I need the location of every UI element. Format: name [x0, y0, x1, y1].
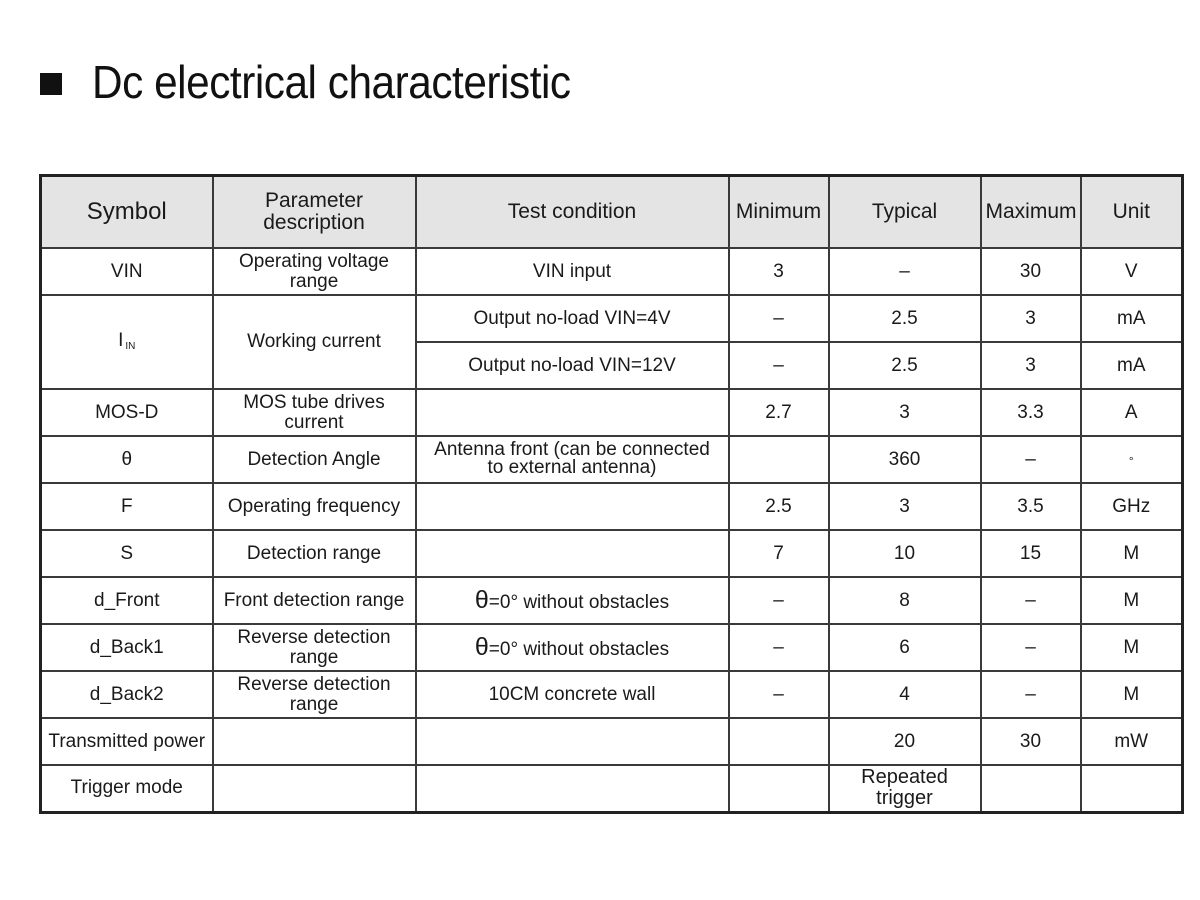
table-row	[41, 436, 1183, 483]
cell-maximum: 3.5	[981, 483, 1081, 530]
column-header-maximum: Maximum	[981, 176, 1081, 249]
cell-parameter: Reverse detection range	[213, 671, 416, 718]
square-bullet-icon	[40, 73, 62, 95]
condition-text: =0° without obstacles	[488, 592, 670, 614]
cell-minimum	[729, 436, 829, 483]
table-row	[41, 295, 1183, 342]
cell-parameter	[213, 765, 416, 812]
cell-symbol: VIN	[41, 248, 213, 295]
cell-minimum: –	[729, 671, 829, 718]
cell-minimum: 2.5	[729, 483, 829, 530]
cell-symbol: d_Back1	[41, 624, 213, 671]
cell-unit: M	[1081, 624, 1183, 671]
condition-text: =0° without obstacles	[488, 639, 670, 661]
cell-parameter: Operating voltage range	[213, 248, 416, 295]
table-row	[41, 483, 1183, 530]
table-row	[41, 577, 1183, 624]
cell-typical: 2.5	[829, 295, 981, 342]
table-row	[41, 718, 1183, 765]
table-row	[41, 765, 1183, 812]
cell-condition: Output no-load VIN=4V	[416, 295, 729, 342]
cell-typical: 4	[829, 671, 981, 718]
cell-symbol: θ	[41, 436, 213, 483]
dc-characteristics-table	[39, 174, 1184, 814]
cell-maximum: 15	[981, 530, 1081, 577]
column-header-typical: Typical	[829, 176, 981, 249]
column-header-minimum: Minimum	[729, 176, 829, 249]
cell-typical: 10	[829, 530, 981, 577]
cell-minimum: 7	[729, 530, 829, 577]
cell-unit: A	[1081, 389, 1183, 436]
cell-typical: 6	[829, 624, 981, 671]
page-heading	[40, 52, 612, 112]
symbol-subscript: IN	[125, 341, 136, 353]
cell-unit	[1081, 765, 1183, 812]
cell-parameter: Front detection range	[213, 577, 416, 624]
cell-unit: mA	[1081, 295, 1183, 342]
cell-typical: 3	[829, 483, 981, 530]
cell-maximum: 3	[981, 342, 1081, 389]
cell-condition	[416, 530, 729, 577]
cell-maximum: –	[981, 436, 1081, 483]
cell-parameter: Operating frequency	[213, 483, 416, 530]
theta-symbol: θ	[474, 586, 489, 615]
cell-typical: 3	[829, 389, 981, 436]
cell-unit: M	[1081, 577, 1183, 624]
cell-maximum: –	[981, 624, 1081, 671]
cell-maximum: 3.3	[981, 389, 1081, 436]
cell-minimum: 3	[729, 248, 829, 295]
cell-unit: mA	[1081, 342, 1183, 389]
cell-typical: Repeated trigger	[829, 765, 981, 812]
table-row	[41, 248, 1183, 295]
cell-maximum: 3	[981, 295, 1081, 342]
cell-maximum: 30	[981, 718, 1081, 765]
cell-minimum: –	[729, 295, 829, 342]
cell-condition	[416, 765, 729, 812]
cell-symbol: d_Back2	[41, 671, 213, 718]
cell-typical: 360	[829, 436, 981, 483]
cell-typical: –	[829, 248, 981, 295]
symbol-main: I	[118, 330, 124, 352]
condition-line-1: Antenna front (can be connected	[434, 439, 710, 460]
cell-parameter: Reverse detection range	[213, 624, 416, 671]
cell-unit: V	[1081, 248, 1183, 295]
column-header-symbol: Symbol	[41, 176, 213, 249]
cell-condition	[416, 436, 729, 483]
cell-condition	[416, 718, 729, 765]
cell-symbol: MOS-D	[41, 389, 213, 436]
cell-maximum: –	[981, 577, 1081, 624]
condition-line-2: to external antenna)	[487, 457, 657, 479]
cell-minimum	[729, 718, 829, 765]
degree-unit: °	[1128, 453, 1134, 468]
cell-condition: VIN input	[416, 248, 729, 295]
cell-typical: 20	[829, 718, 981, 765]
column-header-condition: Test condition	[416, 176, 729, 249]
cell-condition	[416, 577, 729, 624]
table-row	[41, 671, 1183, 718]
table-row	[41, 530, 1183, 577]
cell-maximum: –	[981, 671, 1081, 718]
cell-maximum	[981, 765, 1081, 812]
cell-parameter: Detection range	[213, 530, 416, 577]
cell-symbol: F	[41, 483, 213, 530]
cell-parameter: MOS tube drives current	[213, 389, 416, 436]
cell-unit: M	[1081, 671, 1183, 718]
cell-parameter: Detection Angle	[213, 436, 416, 483]
cell-minimum: –	[729, 342, 829, 389]
cell-condition: Output no-load VIN=12V	[416, 342, 729, 389]
cell-typical: 2.5	[829, 342, 981, 389]
cell-unit	[1081, 436, 1183, 483]
cell-unit: M	[1081, 530, 1183, 577]
cell-symbol: d_Front	[41, 577, 213, 624]
cell-symbol: Trigger mode	[41, 765, 213, 812]
cell-minimum: 2.7	[729, 389, 829, 436]
cell-condition	[416, 624, 729, 671]
cell-minimum: –	[729, 624, 829, 671]
cell-typical: 8	[829, 577, 981, 624]
column-header-parameter: Parameter description	[213, 176, 416, 249]
cell-unit: mW	[1081, 718, 1183, 765]
table-row	[41, 389, 1183, 436]
cell-minimum: –	[729, 577, 829, 624]
cell-unit: GHz	[1081, 483, 1183, 530]
theta-symbol: θ	[474, 633, 489, 662]
cell-symbol: Transmitted power	[41, 718, 213, 765]
cell-maximum: 30	[981, 248, 1081, 295]
cell-symbol	[41, 295, 213, 389]
cell-condition	[416, 483, 729, 530]
cell-condition: 10CM concrete wall	[416, 671, 729, 718]
cell-symbol: S	[41, 530, 213, 577]
cell-parameter	[213, 718, 416, 765]
cell-minimum	[729, 765, 829, 812]
page-title: Dc electrical characteristic	[92, 56, 571, 108]
cell-condition	[416, 389, 729, 436]
cell-parameter: Working current	[213, 295, 416, 389]
column-header-unit: Unit	[1081, 176, 1183, 249]
table-row	[41, 624, 1183, 671]
table-header-row	[41, 176, 1183, 249]
